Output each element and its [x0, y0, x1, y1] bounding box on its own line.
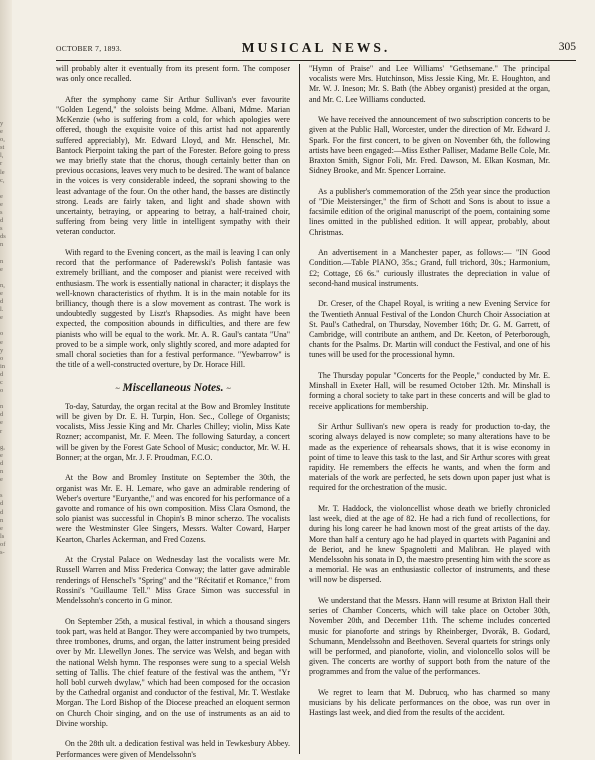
gutter-fragment: st: [0, 144, 5, 152]
left-column: [56, 64, 290, 759]
header-rule: [56, 60, 576, 61]
gutter-fragment: l.: [0, 306, 4, 314]
right-column: [309, 64, 550, 754]
page-header: [56, 40, 576, 60]
gutter-fragment: s: [0, 492, 3, 500]
gutter-fragment: n: [0, 468, 4, 476]
article-paragraph: To-day, Saturday, the organ recital at the Bow and Bromley Institute will be given by Dr. E. H. Turpin, Hon. Sec., College of Organists; vocalists, Miss Jessie King and Mr. Charles Chilley; violin, Miss Kate Rozner; accompanist, Mr. F. Meen. The following Saturday, a concert will be given by the Forest Gate School of Music; conductor, Mr. W. H. Bonner; at the organ, Mr. J. F. Proudman, F.C.O.: [56, 401, 290, 462]
gutter-fragment: in: [0, 362, 6, 370]
article-paragraph: We understand that the Messrs. Hann will resume at Brixton Hall their series of Chamber Concerts, which will take place on October 30th, November 20th, and December 11th. The scheme includes concerted music for pianoforte and strings by Rheinberger, Dvorák, B. Godard, Schumann, Mendelssohn and Beethoven. Several quartets for strings only will be performed, and pianoforte, violin, and violoncello solos will be given. The concerts are worthy of support both from the nature of the programmes and from the value of the performances.: [309, 596, 550, 677]
gutter-fragment: n: [0, 403, 4, 411]
gutter-fragment: s: [0, 225, 3, 233]
article-paragraph: Mr. T. Haddock, the violoncellist whose death we briefly chronicled last week, died at the age of 82. He had a rich fund of recollections, for during his long career he had known most of the great artists of the day. More than half a century ago he had played in quartets with Paganini and de Beriot, and he knew Spagnoletti and Malibran. He played with Mendelssohn his sonata in D, the maestro presenting him with the score as a memorial. He was an enthusiastic collector of instruments, and these will now be dispersed.: [309, 504, 550, 585]
article-paragraph: At the Crystal Palace on Wednesday last the vocalists were Mr. Russell Warren and Miss Frederica Conway; the latter gave admirable renderings of Henschel's "Spring" and the "Récitatif et Romance," from Rossini's "Guillaume Tell." Miss Grace Simon was successful in Mendelssohn's concerto in G minor.: [56, 555, 290, 606]
article-paragraph: An advertisement in a Manchester paper, as follows:— "IN Good Condition.—Table PIANO, 35s.; Grand, full trichord, 30s.; Harmonium, £2; Cottage, £6 6s." curiously illustrates the depreciation in value of second-hand musical instruments.: [309, 248, 550, 288]
gutter-fragment: [0, 250, 14, 258]
gutter-fragment: o: [0, 330, 4, 338]
gutter-fragment: d: [0, 217, 4, 225]
page-number: 305: [558, 41, 576, 53]
gutter-fragment: c: [0, 379, 3, 386]
gutter-fragment: r: [0, 427, 3, 435]
gutter-fragment: d: [0, 298, 4, 306]
article-paragraph: On the 28th ult. a dedication festival was held in Tewkesbury Abbey. Performances were given of Mendelssohn's: [56, 739, 290, 759]
article-paragraph: We have received the announcement of two subscription concerts to be given at the Public Hall, Worcester, under the direction of Mr. Edward J. Spark. For the first concert, to be given on November 6th, the following artists have been engaged:—Miss Esther Palliser, Madame Belle Cole, Mr. Braxton Smith, Signor Foli, Mr. Fred. Dawson, M. Elkan Kosman, Mr. Sidney Brooke, and Mr. Spencer Lorraine.: [309, 115, 550, 176]
article-paragraph: will probably alter it eventually from its present form. The composer was only once recalled.: [56, 64, 290, 84]
gutter-fragment: ds: [0, 233, 6, 241]
gutter-fragment: e: [0, 289, 3, 297]
article-paragraph: On September 25th, a musical festival, in which a thousand singers took part, was held at Bangor. They were accompanied by two trumpets, three trombones, drums, and organ, the latter instrument being presided over by Mr. Llewellyn Jones. The service was Welsh, and began with the national Welsh hymn. The responses were sung to a special Welsh setting of Tallis. The chief feature of the festival was the anthem, "Yr holl bobl curweh dwylaw," which had been composed for the occasion by the Cathedral organist and conductor of the festival, Mr. T. Westlake Morgan. The Lord Bishop of the Diocese preached an eloquent sermon on Church Choir singing, and on the use of instruments as an aid to Divine worship.: [56, 616, 290, 728]
gutter-fragment: d: [0, 500, 4, 508]
gutter-fragment: ls: [0, 532, 5, 540]
gutter-fragment: e: [0, 128, 3, 136]
section-heading: [56, 381, 290, 396]
section-title: Miscellaneous Notes.: [122, 381, 224, 394]
masthead-title: MUSICAL NEWS.: [241, 40, 391, 55]
right-column-articles: [309, 64, 550, 719]
gutter-fragment: n: [0, 516, 4, 524]
gutter-fragment: y: [0, 120, 4, 127]
gutter-fragment: e: [0, 200, 3, 208]
gutter-fragment: n,: [0, 281, 5, 289]
gutter-fragment: n: [0, 241, 4, 249]
gutter-fragment: o: [0, 387, 4, 395]
issue-date: OCTOBER 7, 1893.: [56, 44, 122, 53]
gutter-fragment: e: [0, 338, 3, 346]
gutter-fragment: le: [0, 168, 5, 176]
left-column-articles-top: [56, 64, 290, 370]
gutter-fragment: [0, 436, 14, 444]
gutter-fragment: g,: [0, 443, 5, 451]
ornament-right: ~: [226, 383, 231, 393]
gutter-fragment: r: [0, 160, 3, 168]
gutter-fragment: [0, 274, 14, 282]
gutter-fragment: e: [0, 265, 3, 273]
article-paragraph: We regret to learn that M. Dubrucq, who has charmed so many musicians by his delicate performances on the oboe, was run over in Hastings last week, and died from the results of the accident.: [309, 688, 550, 718]
gutter-fragment: e: [0, 524, 3, 532]
gutter-fragment: s: [0, 209, 3, 217]
gutter-fragment: c,: [0, 176, 5, 184]
gutter-fragment: s-: [0, 548, 5, 556]
article-paragraph: With regard to the Evening concert, as the mail is leaving I can only record that the performance of Paderewski's Polish fantasie was extremely brilliant, and the composer and pianist were received with enthusiasm. The work is essentially national in character; it displays the well-known characteristics of rhythm. It is in the main notable for its brilliancy, though there is a slow movement as contrast. The work is undoubtedly suggested by Liszt's Rhapsodies. As might have been expected, the composition abounds in difficulties, and there are few pianists who will be equal to the work. Mr. A. R. Gaul's cantata "Una" proved to be a simple work, only slightly scored, and more adapted for small choral societies than for a festival performance. "Yewbarrow" is the title of a well-constructed overture, by Dr. Horace Hill.: [56, 248, 290, 370]
gutter-fragment: [0, 322, 14, 330]
ornament-left: ~: [115, 383, 120, 393]
gutter-fragment: o: [0, 354, 4, 362]
gutter-fragment: d: [0, 508, 4, 516]
column-divider: [299, 64, 300, 754]
gutter-fragment: d: [0, 370, 4, 378]
gutter-fragment: e: [0, 419, 3, 427]
gutter-fragment: [0, 395, 14, 403]
gutter-fragment: d: [0, 411, 4, 419]
article-paragraph: Sir Arthur Sullivan's new opera is ready for production to-day, the scoring always delayed is now complete; so many alterations have to be made as the experience of rehearsals shows, that it is wise economy in point of time to leave this task to the last, and Sir Arthur scores with great rapidity. He remembers the effects he wants, and when the form and materials of the work are perfected, he sets down upon paper just what is required for the orchestration of the music.: [309, 422, 550, 493]
gutter-fragment: e: [0, 192, 3, 200]
left-column-articles-bottom: [56, 402, 290, 760]
article-paragraph: As a publisher's commemoration of the 25th year since the production of "Die Meistersinger," the firm of Schott and Sons is about to issue a facsimile edition of the original manuscript of the poem, containing some lines omitted in the published edition. It will appear, probably, about Christmas.: [309, 186, 550, 237]
gutter-fragment: e: [0, 451, 3, 459]
gutter-fragment: d: [0, 459, 4, 467]
article-paragraph: "Hymn of Praise" and Lee Williams' "Gethsemane." The principal vocalists were Mrs. Hutchinson, Miss Jessie King, Mr. E. Houghton, and Mr. W. J. Ineson; Mr. S. Bath (the Abbey organist) presided at the organ, and Mr. C. Lee Williams conducted.: [309, 64, 550, 104]
article-paragraph: After the symphony came Sir Arthur Sullivan's ever favourite "Golden Legend," the soloists being Mdme. Albani, Mdme. Marian McKenzie (who is suffering from a cold, for which apologies were offered, though the exquisite voice of this artist had not apparently suffered appreciably), Mr. Edward Lloyd, and Mr. Henschel, Mr. Bantock Pierpoint taking the part of the Forester. Before going to press we may briefly state that the chorus, though certainly better than on previous occasions, leaves very much to be desired. The want of balance in the voices is very considerable indeed, the soprani showing to the least advantage of the four. On the other hand, the basses are distinctly strong. Leads are fairly taken, and light and shade shown with uncertainty, betraying, or appearing to betray, a half-trained choir, suffering from being very little in intelligent sympathy with their veteran conductor.: [56, 94, 290, 237]
article-paragraph: Dr. Creser, of the Chapel Royal, is writing a new Evening Service for the Twentieth Annual Festival of the London Church Choir Association at St. Paul's Cathedral, on Thursday, November 16th; Dr. G. M. Garrett, of Cambridge, will contribute an anthem, and Dr. Keeton, of Peterborough, chants for the Psalms. Dr. Martin will conduct the Festival, and one of his tunes will be used for the processional hymn.: [309, 299, 550, 360]
gutter-fragment: o,: [0, 136, 5, 144]
gutter-fragment: e: [0, 476, 3, 484]
previous-page-gutter-text: [0, 120, 14, 640]
gutter-fragment: [0, 185, 14, 193]
gutter-fragment: of: [0, 540, 6, 548]
article-paragraph: At the Bow and Bromley Institute on September the 30th, the organist was Mr. E. H. Lemare, who gave an admirable rendering of Weber's overture "Euryanthe," and was encored for his performance of a gavotte and romance of his own composition. Miss Clara Osmond, the solo pianist was successful in Chopin's B minor scherzo. The vocalists were the Westminster Glee Singers, Messrs. Walter Coward, Harper Kearton, Charles Ackerman, and Fred Cozens.: [56, 473, 290, 544]
gutter-fragment: [0, 484, 14, 492]
gutter-fragment: n: [0, 257, 4, 265]
gutter-fragment: e: [0, 314, 3, 322]
article-paragraph: The Thursday popular "Concerts for the People," conducted by Mr. E. Minshall in Exeter Hall, will be resumed October 12th. Mr. Minshall is forming a choral society to take part in these concerts and will be glad to receive applications for membership.: [309, 371, 550, 411]
gutter-fragment: y: [0, 346, 4, 354]
gutter-fragment: l,: [0, 152, 4, 160]
